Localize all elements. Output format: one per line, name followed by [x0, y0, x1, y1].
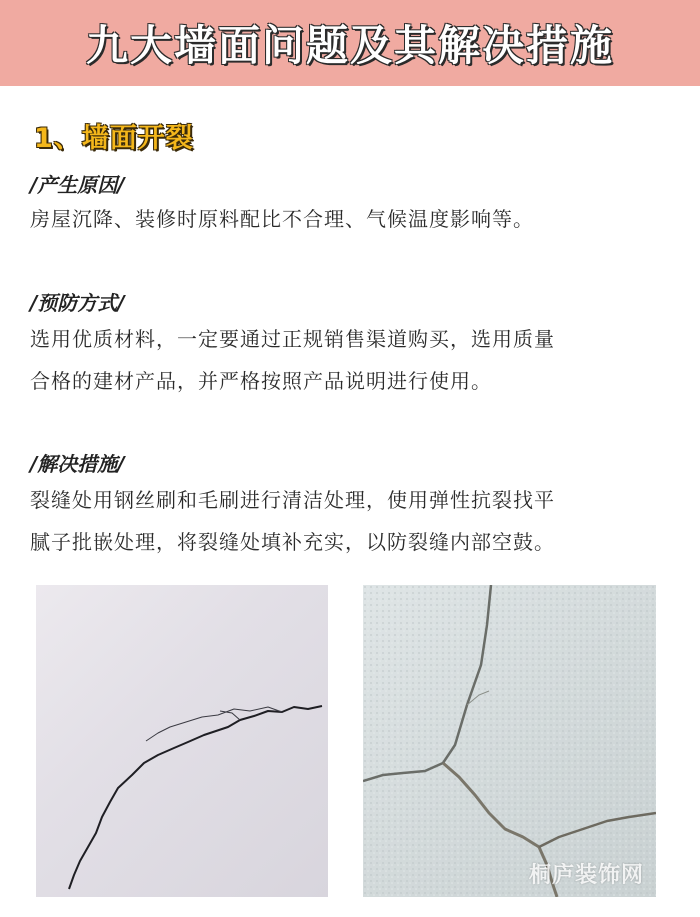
page-title: 九大墙面问题及其解决措施: [85, 21, 614, 70]
solution-line-1: 裂缝处用钢丝刷和毛刷进行清洁处理，使用弹性抗裂找平: [30, 488, 555, 512]
cracked-wall-photo-left: [36, 585, 328, 897]
prevention-line-2: 合格的建材产品，并严格按照产品说明进行使用。: [30, 369, 492, 393]
section-heading: 1、墙面开裂: [34, 123, 194, 154]
prevention-label: /预防方式/: [30, 291, 125, 315]
solution-label: /解决措施/: [30, 452, 125, 476]
title-banner: [0, 0, 700, 86]
cause-text: 房屋沉降、装修时原料配比不合理、气候温度影响等。: [30, 207, 534, 231]
prevention-line-1: 选用优质材料，一定要通过正规销售渠道购买，选用质量: [30, 327, 555, 351]
solution-line-2: 腻子批嵌处理，将裂缝处填补充实，以防裂缝内部空鼓。: [30, 530, 555, 554]
crack-drawing-right: [363, 585, 656, 897]
crack-drawing-left: [36, 585, 328, 897]
cause-label: /产生原因/: [30, 173, 125, 197]
watermark: 桐庐装饰网: [528, 863, 644, 888]
cracked-wall-photo-right: [363, 585, 656, 897]
